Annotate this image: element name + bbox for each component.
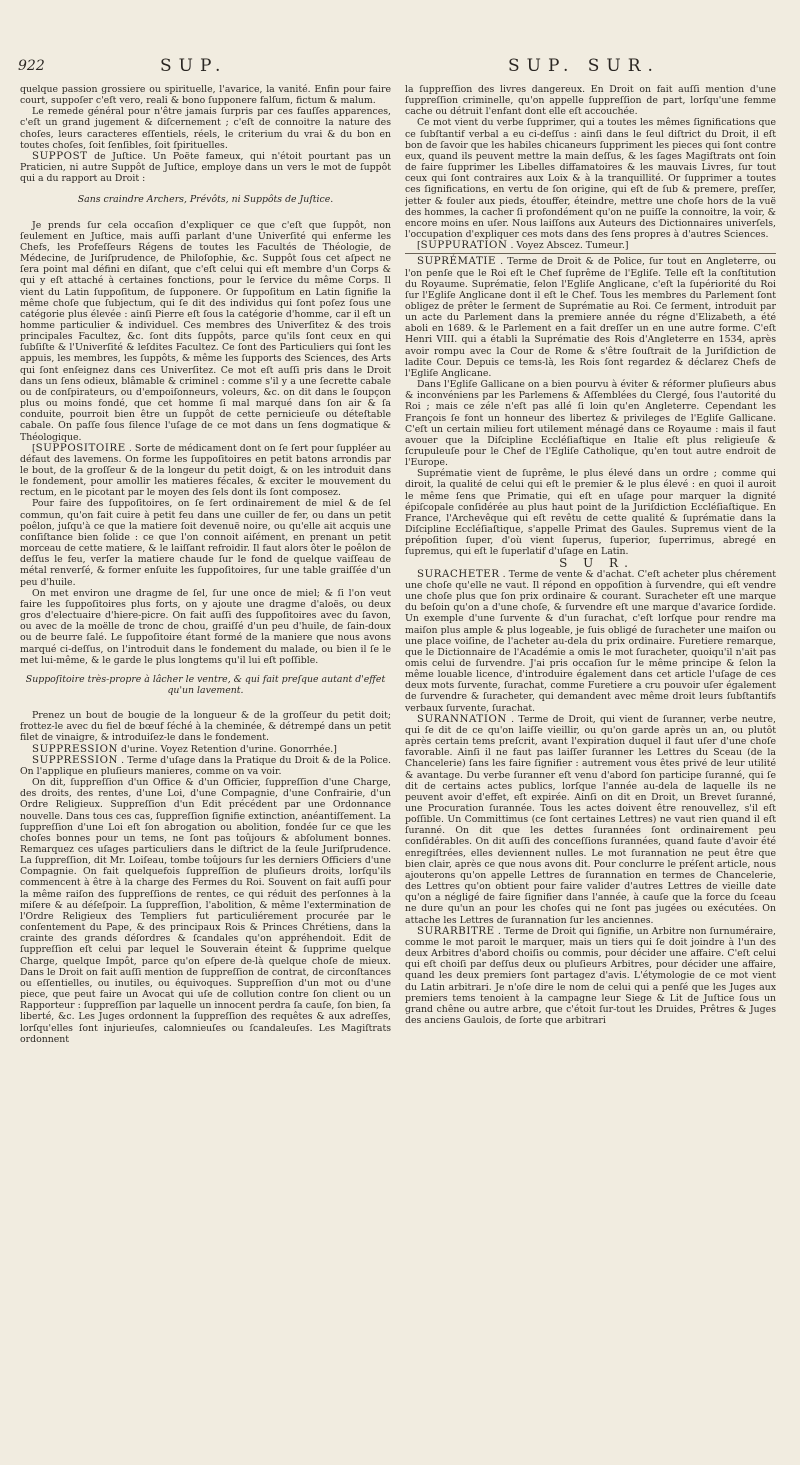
- dictionary-entry: [405, 569, 776, 714]
- left-running-head: SUP.: [160, 56, 228, 76]
- left-column: [20, 84, 391, 1449]
- entry-text: . Terme de vente & d'achat. C'eſt acheter plus chérement une choſe qu'elle ne vaut. Il répond en oppoſition à ſurvendre, qui eſt vendre une choſe plus que ſon prix ordinaire & courant. Suracheter eſt une marque du beſoin qu'on a d'une choſe, & ſurvendre eſt une marque d'avarice ſordide. Un exemple d'une ſurvente & d'un ſurachat, c'eſt lorſque pour rendre ma maiſon plus ample & plus logeable, je ſuis obligé de ſuracheter une maiſon ou une place voiſine, de l'acheter au-dela du prix ordinaire. Furetiere remarque, que le Dictionnaire de l'Académie a omis le mot ſuracheter, quoiqu'il n'ait pas omis celui de ſurvendre. J'ai pris occaſion ſur le même principe & ſelon la même louable licence, d'introduire également dans cet article l'uſage de ces deux mots ſurvente, ſurachat, comme Furetiere a cru pouvoir uſer également de ſurvendre & ſuracheter, qui demandent avec même droit leurs ſubſtantifs verbaux ſurvente, ſurachat.: [405, 568, 776, 714]
- dictionary-entry: [405, 926, 776, 1026]
- dictionary-entry: [20, 744, 391, 755]
- entry-headword: SUPPURATION: [420, 240, 508, 252]
- entry-headword: SUPRÉMATIE: [417, 256, 497, 268]
- text-columns: [20, 84, 776, 1449]
- running-head: [0, 58, 800, 80]
- paragraph: On dit, ſuppreſſion d'un Office & d'un Officier, ſuppreſſion d'une Charge, des droits, des rentes, d'une Loi, d'une Compagnie, d'une Confrairie, d'un Ordre Religieux. Suppreſſion d'un Edit précédent par une Ordonnance nouvelle. Dans tous ces cas, ſuppreſſion ſignifie extinction, anéantiſſement. La ſuppreſſion d'une Loi eſt ſon abrogation ou abolition, fondée ſur ce que les choſes bonnes pour un tems, ne ſont pas toûjours & abſolument bonnes. Remarquez ces uſages particuliers dans le diſtrict de la ſeule Juriſprudence. La ſuppreſſion, dit Mr. Loiſeau, tombe toûjours ſur les derniers Officiers d'une Compagnie. On fait quelquefois ſuppreſſion de pluſieurs droits, lorſqu'ils commencent à être à la charge des Fermes du Roi. Souvent on fait auſſi pour la même raiſon des ſuppreſſions de rentes, ce qui réduit des perſonnes à la miſere & au déſeſpoir. La ſuppreſſion, l'abolition, & même l'extermination de l'Ordre Religieux des Templiers fut particuliérement procurée par le conſentement du Pape, & des principaux Rois & Princes Chrétiens, dans la crainte des grands déſordres & ſcandales qu'on appréhendoit. Edit de ſuppreſſion eſt celui par lequel le Souverain éteint & ſupprime quelque Charge, quelque Impôt, parce qu'on eſpere de-là quelque choſe de mieux. Dans le Droit on fait auſſi mention de ſuppreſſion de contrat, de circonſtances ou eſſentielles, ou inutiles, ou équivoques. Suppreſſion d'un mot ou d'une piece, que peut faire un Avocat qui uſe de collution contre ſon client ou un Rapporteur : ſuppreſſion par laquelle un innocent perdra ſa cauſe, ſon bien, ſa liberté, &c. Les Juges ordonnent la ſuppreſſion des requêtes & aux adreſſes, lorſqu'elles ſont injurieuſes, calomnieuſes ou ſcandaleuſes. Les Magiſtrats ordonnent: [20, 777, 391, 1045]
- entry-text: d'urine. Voyez Retention d'urine. Gonorrhée.]: [118, 743, 337, 755]
- paragraph: Le remede général pour n'être jamais ſurpris par ces fauſſes apparences, c'eſt un grand jugement & diſcernement ; c'eſt de connoitre la nature des choſes, leurs caracteres eſſentiels, réels, le criterium du vrai & du bon en toutes choſes, ſoit ſenſibles, ſoit ſpirituelles.: [20, 106, 391, 151]
- entry-headword: SURACHETER: [417, 568, 500, 580]
- dictionary-entry: [405, 256, 776, 379]
- entry-text: . Terme de Droit, qui vient de ſuranner, verbe neutre, qui ſe dit de ce qu'on laiſſe vieillir, ou qu'on garde après un an, ou plutôt après certain tems preſcrit, avant l'expiration duquel il faut uſer d'une choſe favorable. Ainſi il ne faut pas laiſſer ſuranner les Lettres du Sceau (de la Chancelerie) ſans les faire ſignifier : autrement vous êtes privé de leur utilité & avantage. Du verbe ſuranner eſt venu d'abord ſon participe ſuranné, qui ſe dit de certains actes publics, lorſque l'année au-dela de laquelle ils ne peuvent avoir d'effet, eſt expirée. Ainſi on dit en Droit, un Brevet ſuranné, une Procuration ſurannée. Tous les actes doivent être renouvellez, s'il eſt poſſible. Un Committimus (ce ſont certaines Lettres) ne vaut rien quand il eſt ſuranné. On dit que les dettes ſurannées ſont ordinairement peu conſidérables. On dit auſſi des conceſſions ſurannées, quand faute d'avoir été enregiſtrées, elles deviennent nulles. Le mot ſurannation ne peut être que bien clair, après ce que nous avons dit. Pour conclurre le préſent article, nous ajouterons qu'on appelle Lettres de ſurannation en termes de Chancelerie, des Lettres qu'on obtient pour faire valider d'autres Lettres de vieille date qu'on a négligé de faire ſignifier dans l'année, à cauſe que la force du ſceau ne dure qu'un an pour les choſes qui ne ſont pas jugées ou exécutées. On attache les Lettres de ſurannation ſur les anciennes.: [405, 713, 776, 926]
- entry-headword: SUPPRESSION: [32, 743, 119, 755]
- paragraph: Dans l'Egliſe Gallicane on a bien pourvu à éviter & réformer pluſieurs abus & inconvéniens par les Parlemens & Aſſemblées du Clergé, ſous l'autorité du Roi ; mais ce zéle n'eſt pas allé ſi loin qu'en Angleterre. Cependant les François ſe font un honneur des libertez & privileges de l'Egliſe Gallicane. C'eſt un certain milieu fort utilement ménagé dans ce Royaume : mais il faut avouer que la Diſcipline Eccléſiaſtique en Italie eſt plus religieuſe & ſcrupuleuſe pour le Chef de l'Egliſe Catholique, qu'en tout autre endroit de l'Europe.: [405, 379, 776, 469]
- entry-headword: SUPPOST: [32, 150, 88, 162]
- paragraph: Suprématie vient de ſuprême, le plus élevé dans un ordre ; comme qui diroit, la qualité de celui qui eſt le premier & le plus élevé : en quoi il auroit le même ſens que Primatie, qui eſt en uſage pour marquer la dignité épiſcopale conſidérée au plus haut point de la Juriſdiction Eccléſiaſtique. En France, l'Archevêque qui eſt revêtu de cette qualité & ſuprématie dans la Diſcipline Eccléſiaſtique, s'appelle Primat des Gaules. Supremus vient de la prépoſition ſuper, d'où vient ſuperus, ſuperior, ſuperrimus, abregé en ſupremus, qui eſt le ſuperlatif d'uſage en Latin.: [405, 468, 776, 558]
- right-running-head: SUP. SUR.: [508, 56, 660, 76]
- paragraph: quelque passion grossiere ou spirituelle, l'avarice, la vanité. Enfin pour faire court, suppoſer c'eſt vero, reali & bono ſupponere falſum, fictum & malum.: [20, 84, 391, 107]
- dictionary-entry: [SUPPURATION . Voyez Abscez. Tumeur.]: [417, 240, 629, 252]
- entry-headword: SUPPOSITOIRE: [35, 442, 126, 454]
- entry-headword: SUPPRESSION: [32, 754, 119, 766]
- paragraph: Pour faire des ſuppoſitoires, on ſe ſert ordinairement de miel & de ſel commun, qu'on fait cuire à petit feu dans une cuiller de fer, ou dans un petit poêlon, juſqu'à ce que la matiere ſoit devenuë noire, ou qu'elle ait acquis une conſiſtance bien ſolide : ce que l'on connoit aiſément, en prenant un petit morceau de cette matiere, & le laiſſant refroidir. Il faut alors ôter le poêlon de deſſus le feu, verſer la matiere chaude ſur le fond de quelque vaiſſeau de métal renverſé, & former enſuite les ſuppoſitoires, ſur une table graiſſée d'un peu d'huile.: [20, 498, 391, 588]
- entry-text: . Terme d'uſage dans la Pratique du Droit & de la Police. On l'applique en pluſieurs manieres, comme on va voir.: [20, 754, 391, 777]
- entry-text: . Voyez Abscez. Tumeur.]: [507, 240, 629, 252]
- entry-text: de Juſtice. Un Poëte fameux, qui n'étoit pourtant pas un Praticien, ni autre Suppôt de Juſtice, employe dans un vers le mot de ſuppôt qui a du rapport au Droit :: [20, 150, 391, 185]
- paragraph: Je prends ſur cela occaſion d'expliquer ce que c'eſt que ſuppôt, non ſeulement en Juſtice, mais auſſi parlant d'une Univerſité qui enferme les Chefs, les Profeſſeurs Régens de toutes les Facultés de Théologie, de Médecine, de Juriſprudence, de Philoſophie, &c. Suppôt ſous cet aſpect ne ſera point mal défini en diſant, que c'eſt celui qui eſt membre d'un Corps & qui y eſt attaché à certaines fonctions, pour le ſervice du même Corps. Il vient du Latin ſuppoſitum, de ſupponere. Or ſuppoſitum en Latin ſignifie la même choſe que ſubjectum, qui ſe dit des individus qui ſont poſez ſous une catégorie plus élevée : ainſi Pierre eſt ſous la catégorie d'homme, car il eſt un homme particulier & individuel. Ces membres des Univerſitez & des trois principales Facultez, &c. ſont dits ſuppôts, parce qu'ils ſont ceux en qui ſubſiſte & l'Univerſité & leſdites Facultez. Ce ſont des Particuliers qui ſont les appuis, les membres, les ſuppôts, & même les ſupports des Sciences, des Arts qui ſont enſeignez dans ces Univerſitez. Ce mot eſt auſſi pris dans le Droit dans un ſens odieux, blâmable & criminel : comme s'il y a une ſecrette cabale ou de conſpirateurs, ou d'empoiſonneurs, voleurs, &c. on dit dans le ſoupçon plus ou moins fondé, que cet homme ſi mal marqué dans ſon air & ſa conduite, pourroit bien être un ſuppôt de cette pernicieuſe ou déteſtable cabale. On paſſe ſous ſilence l'uſage de ce mot dans un ſens dogmatique & Théologique.: [20, 219, 391, 443]
- paragraph: Prenez un bout de bougie de la longueur & de la groſſeur du petit doit; frottez-le avec du fiel de bœuf ſéché à la cheminée, & détrempé dans un petit filet de vinaigre, & introduiſez-le dans le fondement.: [20, 710, 391, 744]
- page-number: 922: [18, 58, 45, 74]
- dictionary-entry: [405, 714, 776, 926]
- entry-text: . Sorte de médicament dont on ſe ſert pour ſuppléer au défaut des lavemens. On forme les ſuppoſitoires en petit batons arrondis par le bout, de la groſſeur & de la longeur du petit doigt, & on les introduit dans le fondement, pour amollir les matieres fécales, & exciter le mouvement du rectum, en le picotant par le moyen des ſels dont ils ſont composez.: [20, 442, 391, 499]
- paragraph: Ce mot vient du verbe ſupprimer, qui a toutes les mêmes ſignifications que ce ſubſtantif verbal a eu ci-deſſus : ainſi dans le ſeul diſtrict du Droit, il eſt bon de ſavoir que les habiles chicaneurs ſuppriment les pieces qui ſont contre eux, quand ils peuvent mettre la main deſſus, & les ſages Magiſtrats ont ſoin de faire ſupprimer les Libelles diffamatoires & les mauvais Livres, ſur tout ceux qui ſont contraires aux Loix & à la tranquillité. Or ſupprimer a toutes ces ſignifications, en vertu de ſon origine, qui eſt de ſub & premere, preſſer, jetter & fouler aux pieds, étouffer, éteindre, mettre une choſe hors de la vuë des hommes, la cacher ſi profondément qu'on ne puiſſe la connoitre, la voir, & encore moins en uſer. Nous laiſſons aux Auteurs des Dictionnaires univerſels, l'occupation d'expliquer ces mots dans des ſens propres à d'autres Sciences.: [405, 117, 776, 241]
- dictionary-entry: [SUPPOSITOIRE . Sorte de médicament dont on ſe ſert pour ſuppléer au défaut des lavemens. On forme les ſuppoſitoires en petit batons arrondis par le bout, de la groſſeur & de la longeur du petit doigt, & on les introduit dans le fondement, pour amollir les matieres fécales, & exciter le mouvement du rectum, en le picotant par le moyen des ſels dont ils ſont composez.: [20, 442, 391, 499]
- column-rule: [405, 253, 776, 254]
- entry-text: . Terme de Droit qui ſignifie, un Arbitre non ſurnuméraire, comme le mot paroit le marquer, mais un tiers qui ſe doit joindre à l'un des deux Arbitres d'abord choiſis ou commis, pour décider une affaire. C'eſt celui qui eſt choiſi par deſſus deux ou pluſieurs Arbitres, pour décider une affaire, quand les deux premiers ſont partagez d'avis. L'étymologie de ce mot vient du Latin arbitrari. Je n'oſe dire le nom de celui qui a penſé que les Juges aux premiers tems tenoient à la campagne leur Siege & Lit de Juſtice ſous un grand chêne ou autre arbre, que c'étoit ſur-tout les Druides, Prêtres & Juges des anciens Gaulois, de ſorte que arbitrari: [405, 925, 776, 1026]
- dictionary-entry: [20, 755, 391, 777]
- entry-headword: SURARBITRE: [417, 925, 495, 937]
- right-column: [405, 84, 776, 1449]
- paragraph: la ſuppreſſion des livres dangereux. En Droit on fait auſſi mention d'une ſuppreſſion criminelle, qu'on appelle ſuppreſſion de part, lorſqu'une femme cache ou détruit l'enfant dont elle eſt accouchée.: [405, 84, 776, 118]
- entry-headword: SURANNATION: [417, 713, 507, 725]
- dictionary-entry: [20, 151, 391, 184]
- quotation: Sans craindre Archers, Prévôts, ni Suppôts de Juſtice.: [77, 194, 334, 206]
- section-heading: S U R.: [559, 555, 634, 570]
- entry-text: . Terme de Droit & de Police, ſur tout en Angleterre, ou l'on penſe que le Roi eſt le Chef ſuprême de l'Egliſe. Telle eſt la conſtitution du Royaume. Suprématie, ſelon l'Egliſe Anglicane, c'eſt la ſupériorité du Roi ſur l'Egliſe Anglicane dont il eſt le Chef. Tous les membres du Parlement ſont obligez de prêter le ſerment de Suprématie au Roi. Ce ſerment, introduit par un acte du Parlement dans la premiere année du régne d'Elizabeth, a été aboli en 1689. & le Parlement en a fait dreſſer un en une autre forme. C'eſt Henri VIII. qui a établi la Suprématie des Rois d'Angleterre en 1534, après avoir rompu avec la Cour de Rome & s'être ſouſtrait de la Juriſdiction de ladite Cour. Depuis ce tems-là, les Rois ſont regardez & déclarez Chefs de l'Egliſe Anglicane.: [405, 256, 776, 379]
- recipe-heading: Suppoſitoire très-propre à lâcher le ventre, & qui fait preſque autant d'effet qu'un lavement.: [25, 673, 386, 696]
- paragraph: On met environ une dragme de ſel, ſur une once de miel; & ſi l'on veut faire les ſuppoſitoires plus forts, on y ajoute une dragme d'aloës, ou deux gros d'electuaire d'hiere-picre. On fait auſſi des ſuppoſitoires avec du ſavon, ou avec de la moëlle de tronc de chou, graiſſé d'un peu d'huile, de ſain-doux ou de beurre ſalé. Le ſuppoſitoire étant formé de la maniere que nous avons marqué ci-deſſus, on l'introduit dans le fondement du malade, ou bien il ſe le met lui-même, & le garde le plus longtems qu'il lui eſt poſſible.: [20, 587, 391, 666]
